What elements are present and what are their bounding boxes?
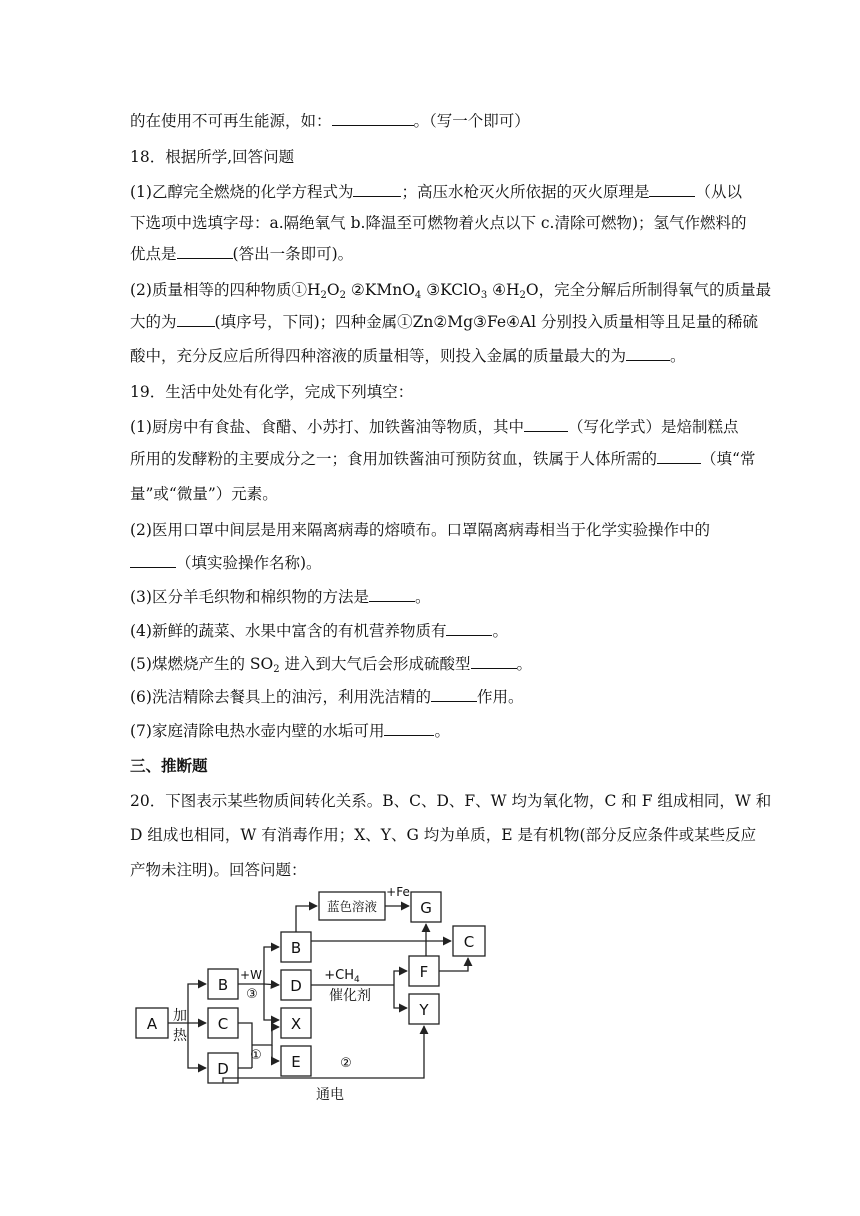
label-circled-2: ② bbox=[340, 1056, 352, 1071]
text: （从以 bbox=[695, 183, 742, 201]
text: (答出一条即可)。 bbox=[232, 245, 354, 263]
text: (1)乙醇完全燃烧的化学方程式为 bbox=[130, 183, 354, 201]
label-B2: B bbox=[290, 939, 302, 957]
arrow-to-F bbox=[394, 971, 407, 985]
text: （填实验操作名称)。 bbox=[176, 554, 322, 572]
text: ；高压水枪灭火所依据的灭火原理是 bbox=[401, 183, 650, 201]
text: (6)洗洁精除去餐具上的油污，利用洗洁精的 bbox=[130, 688, 431, 706]
text: 。 bbox=[516, 655, 533, 673]
label-G: G bbox=[420, 899, 432, 917]
q18-p1-line2: 下选项中选填字母：a.隔绝氧气 b.降温至可燃物着火点以下 c.清除可燃物)；氢气作燃料的 bbox=[130, 214, 747, 232]
arrow-F-C2 bbox=[439, 958, 468, 971]
label-plus-CH4: $+CH_4$ bbox=[324, 968, 360, 985]
text: O bbox=[326, 281, 340, 299]
text: (2)质量相等的四种物质①H bbox=[130, 281, 321, 299]
text: 所用的发酵粉的主要成分之一；食用加铁酱油可预防贫血，铁属于人体所需的 bbox=[130, 450, 658, 468]
text: 。 bbox=[434, 722, 450, 740]
text: (3)区分羊毛织物和棉织物的方法是 bbox=[130, 588, 369, 606]
label-blue-solution: 蓝色溶液 bbox=[326, 899, 378, 914]
text: O，完全分解后所制得氧气的质量最 bbox=[525, 281, 772, 299]
arrow-1-E bbox=[272, 1045, 279, 1061]
text: （写化学式）是焙制糕点 bbox=[567, 418, 739, 436]
q20-line2: D 组成也相同，W 有消毒作用；X、Y、G 均为单质，E 是有机物(部分反应条件或某些反应 bbox=[130, 826, 757, 844]
arrow-A-D bbox=[188, 1023, 206, 1068]
text: (填序号，下同)；四种金属①Zn②Mg③Fe④Al 分别投入质量相等且足量的稀硫 bbox=[214, 313, 759, 331]
subscript: 2 bbox=[519, 290, 526, 301]
label-X: X bbox=[290, 1015, 302, 1033]
label-plus-W: +W bbox=[240, 968, 262, 982]
text: 酸中，充分反应后所得四种溶液的质量相等，则投入金属的质量最大的为 bbox=[130, 347, 627, 365]
label-heat-2: 热 bbox=[173, 1028, 187, 1044]
q19-p1-line3: 量”或“微量”）元素。 bbox=[130, 485, 278, 503]
subscript: 2 bbox=[320, 290, 327, 301]
text: (1)厨房中有食盐、食醋、小苏打、加铁酱油等物质，其中 bbox=[130, 418, 524, 436]
label-A: A bbox=[146, 1015, 158, 1033]
label-Y: Y bbox=[419, 1001, 429, 1019]
text: 进入到大气后会形成硫酸型 bbox=[279, 655, 471, 673]
text: 优点是 bbox=[130, 245, 177, 263]
label-electrolysis: 通电 bbox=[316, 1087, 344, 1103]
arrow-to-Y bbox=[394, 985, 407, 1008]
text: 大的为 bbox=[130, 313, 177, 331]
subscript: 2 bbox=[273, 664, 280, 675]
label-D2: D bbox=[290, 977, 302, 995]
section-title: 三、推断题 bbox=[130, 757, 208, 775]
q18-title: 18．根据所学,回答问题 bbox=[130, 148, 295, 166]
arrow-B-X bbox=[264, 984, 279, 1020]
label-catalyst: 催化剂 bbox=[329, 988, 371, 1004]
label-B: B bbox=[217, 976, 229, 994]
arrow-B2-blue bbox=[296, 906, 317, 932]
label-plus-Fe: +Fe bbox=[386, 885, 410, 899]
text: （填“常 bbox=[701, 450, 756, 468]
subscript: 4 bbox=[414, 290, 422, 301]
text: ④H bbox=[487, 281, 520, 299]
label-F: F bbox=[419, 963, 429, 981]
arrow-B-D2 bbox=[264, 984, 279, 985]
q17-text-end: 。（写一个即可） bbox=[413, 112, 530, 130]
q17-text: 的在使用不可再生能源，如： bbox=[130, 112, 332, 130]
text: (5)煤燃烧产生的 SO bbox=[130, 655, 274, 673]
text: 。 bbox=[414, 588, 431, 606]
arrow-1-X bbox=[252, 1027, 279, 1045]
text: ③KClO bbox=[421, 281, 481, 299]
text: 。 bbox=[492, 622, 508, 640]
subscript: 3 bbox=[480, 290, 488, 301]
label-E: E bbox=[291, 1053, 301, 1071]
label-C2: C bbox=[463, 933, 475, 951]
text: (7)家庭清除电热水壶内壁的水垢可用 bbox=[130, 722, 385, 740]
q20-line3: 产物未注明)。回答问题： bbox=[130, 861, 307, 879]
subscript: 2 bbox=[339, 290, 346, 301]
text: 。 bbox=[670, 347, 686, 365]
label-circled-3: ③ bbox=[246, 987, 258, 1002]
text: (4)新鲜的蔬菜、水果中富含的有机营养物质有 bbox=[130, 622, 447, 640]
label-C: C bbox=[217, 1015, 229, 1033]
q19-p2-line1: (2)医用口罩中间层是用来隔离病毒的熔喷布。口罩隔离病毒相当于化学实验操作中的 bbox=[130, 521, 710, 539]
text: 作用。 bbox=[476, 688, 524, 706]
q20-line1: 20．下图表示某些物质间转化关系。B、C、D、F、W 均为氧化物，C 和 F 组成相同，W 和 bbox=[130, 792, 772, 810]
label-D: D bbox=[217, 1060, 229, 1078]
label-heat-1: 加 bbox=[173, 1008, 187, 1024]
q19-title: 19．生活中处处有化学，完成下列填空： bbox=[130, 383, 414, 401]
text: ②KMnO bbox=[345, 281, 415, 299]
label-circled-1: ① bbox=[250, 1048, 262, 1063]
